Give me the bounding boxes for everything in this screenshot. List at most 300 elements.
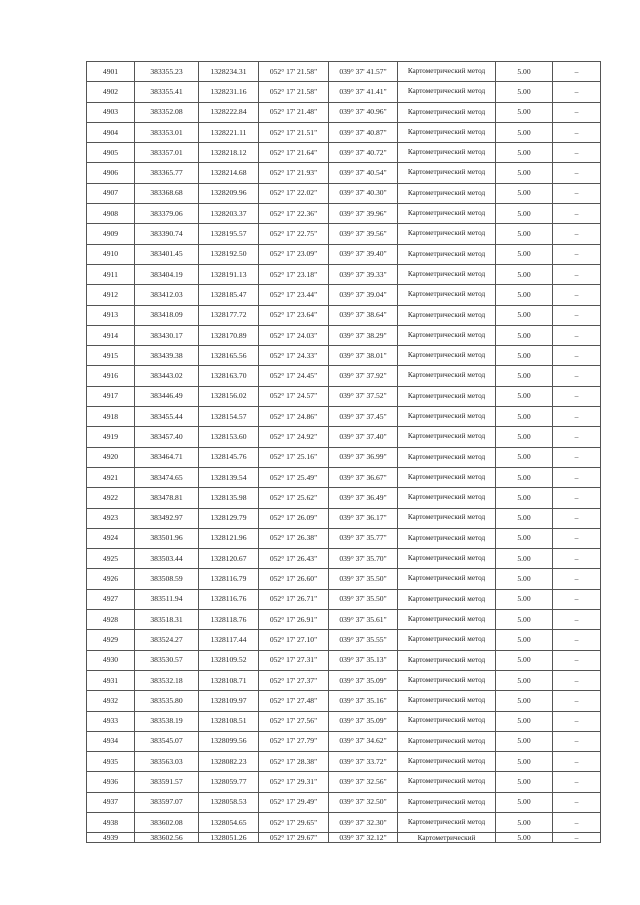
coord-x-cell: 383532.18 [135,670,199,690]
longitude-cell: 039° 37' 35.50" [329,589,398,609]
coord-x-cell: 383602.56 [135,833,199,843]
point-number-cell: 4902 [87,82,135,102]
accuracy-cell: 5.00 [496,447,553,467]
latitude-cell: 052° 17' 21.48" [259,102,329,122]
coord-x-cell: 383597.07 [135,792,199,812]
coord-x-cell: 383501.96 [135,528,199,548]
latitude-cell: 052° 17' 21.58" [259,62,329,82]
table-row [87,833,601,843]
point-number-cell: 4936 [87,772,135,792]
accuracy-cell: 5.00 [496,183,553,203]
note-cell: – [553,122,601,142]
note-cell: – [553,711,601,731]
coord-x-cell: 383508.59 [135,569,199,589]
accuracy-cell: 5.00 [496,325,553,345]
coord-x-cell: 383353.01 [135,122,199,142]
coord-y-cell: 1328234.31 [199,62,259,82]
coord-x-cell: 383401.45 [135,244,199,264]
latitude-cell: 052° 17' 27.10" [259,630,329,650]
longitude-cell: 039° 37' 37.92" [329,366,398,386]
point-number-cell: 4914 [87,325,135,345]
latitude-cell: 052° 17' 25.16" [259,447,329,467]
coord-y-cell: 1328195.57 [199,224,259,244]
point-number-cell: 4919 [87,427,135,447]
note-cell: – [553,244,601,264]
table-row [87,549,601,569]
table-row [87,610,601,630]
latitude-cell: 052° 17' 24.92" [259,427,329,447]
table-body [87,62,601,843]
longitude-cell: 039° 37' 40.87" [329,122,398,142]
accuracy-cell: 5.00 [496,143,553,163]
latitude-cell: 052° 17' 26.43" [259,549,329,569]
coord-x-cell: 383511.94 [135,589,199,609]
coord-y-cell: 1328203.37 [199,204,259,224]
point-number-cell: 4910 [87,244,135,264]
accuracy-cell: 5.00 [496,589,553,609]
accuracy-cell: 5.00 [496,264,553,284]
point-number-cell: 4905 [87,143,135,163]
point-number-cell: 4912 [87,285,135,305]
longitude-cell: 039° 37' 36.67" [329,467,398,487]
point-number-cell: 4935 [87,752,135,772]
method-cell: Картометрический метод [398,122,496,142]
latitude-cell: 052° 17' 24.57" [259,386,329,406]
method-cell: Картометрический метод [398,407,496,427]
coord-y-cell: 1328121.96 [199,528,259,548]
latitude-cell: 052° 17' 24.86" [259,407,329,427]
table-row [87,224,601,244]
table-row [87,528,601,548]
accuracy-cell: 5.00 [496,244,553,264]
latitude-cell: 052° 17' 26.71" [259,589,329,609]
note-cell: – [553,325,601,345]
latitude-cell: 052° 17' 26.09" [259,508,329,528]
latitude-cell: 052° 17' 23.64" [259,305,329,325]
coord-x-cell: 383404.19 [135,264,199,284]
accuracy-cell: 5.00 [496,833,553,843]
longitude-cell: 039° 37' 32.30" [329,812,398,832]
coord-x-cell: 383443.02 [135,366,199,386]
coord-x-cell: 383390.74 [135,224,199,244]
table-row [87,427,601,447]
coord-y-cell: 1328214.68 [199,163,259,183]
longitude-cell: 039° 37' 37.52" [329,386,398,406]
point-number-cell: 4904 [87,122,135,142]
coord-x-cell: 383492.97 [135,508,199,528]
point-number-cell: 4915 [87,346,135,366]
coord-x-cell: 383518.31 [135,610,199,630]
accuracy-cell: 5.00 [496,630,553,650]
note-cell: – [553,650,601,670]
accuracy-cell: 5.00 [496,285,553,305]
longitude-cell: 039° 37' 32.12" [329,833,398,843]
table-row [87,630,601,650]
method-cell: Картометрический метод [398,650,496,670]
point-number-cell: 4921 [87,467,135,487]
table-row [87,122,601,142]
accuracy-cell: 5.00 [496,812,553,832]
coord-x-cell: 383368.68 [135,183,199,203]
coord-x-cell: 383455.44 [135,407,199,427]
method-cell: Картометрический метод [398,691,496,711]
point-number-cell: 4908 [87,204,135,224]
note-cell: – [553,630,601,650]
longitude-cell: 039° 37' 35.77" [329,528,398,548]
coord-x-cell: 383478.81 [135,488,199,508]
point-number-cell: 4913 [87,305,135,325]
coord-y-cell: 1328192.50 [199,244,259,264]
note-cell: – [553,386,601,406]
coord-y-cell: 1328117.44 [199,630,259,650]
method-cell: Картометрический метод [398,386,496,406]
coord-y-cell: 1328231.16 [199,82,259,102]
longitude-cell: 039° 37' 32.56" [329,772,398,792]
coord-y-cell: 1328129.79 [199,508,259,528]
note-cell: – [553,731,601,751]
coord-x-cell: 383439.38 [135,346,199,366]
latitude-cell: 052° 17' 23.18" [259,264,329,284]
method-cell: Картометрический метод [398,62,496,82]
coord-x-cell: 383457.40 [135,427,199,447]
latitude-cell: 052° 17' 21.51" [259,122,329,142]
coord-y-cell: 1328139.54 [199,467,259,487]
table-row [87,447,601,467]
longitude-cell: 039° 37' 40.72" [329,143,398,163]
table-row [87,346,601,366]
note-cell: – [553,488,601,508]
latitude-cell: 052° 17' 29.49" [259,792,329,812]
coord-y-cell: 1328218.12 [199,143,259,163]
method-cell: Картометрический метод [398,549,496,569]
latitude-cell: 052° 17' 28.38" [259,752,329,772]
table-row [87,467,601,487]
point-number-cell: 4920 [87,447,135,467]
note-cell: – [553,752,601,772]
accuracy-cell: 5.00 [496,102,553,122]
coord-x-cell: 383545.07 [135,731,199,751]
latitude-cell: 052° 17' 27.79" [259,731,329,751]
latitude-cell: 052° 17' 24.45" [259,366,329,386]
note-cell: – [553,407,601,427]
note-cell: – [553,792,601,812]
point-number-cell: 4922 [87,488,135,508]
longitude-cell: 039° 37' 37.40" [329,427,398,447]
longitude-cell: 039° 37' 38.64" [329,305,398,325]
method-cell: Картометрический метод [398,346,496,366]
table-row [87,650,601,670]
method-cell: Картометрический метод [398,305,496,325]
point-number-cell: 4937 [87,792,135,812]
note-cell: – [553,508,601,528]
longitude-cell: 039° 37' 40.54" [329,163,398,183]
latitude-cell: 052° 17' 23.09" [259,244,329,264]
note-cell: – [553,346,601,366]
note-cell: – [553,569,601,589]
note-cell: – [553,183,601,203]
method-cell: Картометрический метод [398,488,496,508]
coord-y-cell: 1328120.67 [199,549,259,569]
note-cell: – [553,691,601,711]
coord-y-cell: 1328163.70 [199,366,259,386]
longitude-cell: 039° 37' 35.13" [329,650,398,670]
coord-y-cell: 1328118.76 [199,610,259,630]
note-cell: – [553,427,601,447]
point-number-cell: 4929 [87,630,135,650]
coord-y-cell: 1328051.26 [199,833,259,843]
method-cell: Картометрический метод [398,224,496,244]
table-row [87,285,601,305]
point-number-cell: 4923 [87,508,135,528]
accuracy-cell: 5.00 [496,366,553,386]
table-row [87,163,601,183]
coord-x-cell: 383430.17 [135,325,199,345]
method-cell: Картометрический метод [398,630,496,650]
note-cell: – [553,305,601,325]
coord-y-cell: 1328109.52 [199,650,259,670]
longitude-cell: 039° 37' 37.45" [329,407,398,427]
table-row [87,589,601,609]
point-number-cell: 4911 [87,264,135,284]
note-cell: – [553,62,601,82]
note-cell: – [553,224,601,244]
coord-y-cell: 1328082.23 [199,752,259,772]
coord-y-cell: 1328154.57 [199,407,259,427]
note-cell: – [553,670,601,690]
longitude-cell: 039° 37' 35.09" [329,670,398,690]
accuracy-cell: 5.00 [496,569,553,589]
note-cell: – [553,528,601,548]
method-cell: Картометрический метод [398,752,496,772]
coord-x-cell: 383365.77 [135,163,199,183]
method-cell: Картометрический метод [398,508,496,528]
method-cell: Картометрический метод [398,163,496,183]
accuracy-cell: 5.00 [496,82,553,102]
point-number-cell: 4933 [87,711,135,731]
method-cell: Картометрический метод [398,792,496,812]
longitude-cell: 039° 37' 32.50" [329,792,398,812]
note-cell: – [553,264,601,284]
coord-y-cell: 1328209.96 [199,183,259,203]
coord-x-cell: 383591.57 [135,772,199,792]
coord-y-cell: 1328191.13 [199,264,259,284]
coord-y-cell: 1328170.89 [199,325,259,345]
accuracy-cell: 5.00 [496,772,553,792]
note-cell: – [553,204,601,224]
point-number-cell: 4932 [87,691,135,711]
note-cell: – [553,82,601,102]
coord-x-cell: 383464.71 [135,447,199,467]
note-cell: – [553,467,601,487]
table-row [87,204,601,224]
note-cell: – [553,163,601,183]
table-row [87,305,601,325]
coord-y-cell: 1328135.98 [199,488,259,508]
latitude-cell: 052° 17' 25.49" [259,467,329,487]
table-row [87,183,601,203]
method-cell: Картометрический метод [398,528,496,548]
latitude-cell: 052° 17' 27.37" [259,670,329,690]
latitude-cell: 052° 17' 27.48" [259,691,329,711]
method-cell: Картометрический метод [398,427,496,447]
coord-y-cell: 1328221.11 [199,122,259,142]
coord-y-cell: 1328054.65 [199,812,259,832]
note-cell: – [553,102,601,122]
longitude-cell: 039° 37' 33.72" [329,752,398,772]
longitude-cell: 039° 37' 39.96" [329,204,398,224]
longitude-cell: 039° 37' 35.55" [329,630,398,650]
coord-x-cell: 383524.27 [135,630,199,650]
method-cell: Картометрический метод [398,143,496,163]
latitude-cell: 052° 17' 22.75" [259,224,329,244]
longitude-cell: 039° 37' 34.62" [329,731,398,751]
coord-x-cell: 383474.65 [135,467,199,487]
accuracy-cell: 5.00 [496,305,553,325]
accuracy-cell: 5.00 [496,731,553,751]
accuracy-cell: 5.00 [496,204,553,224]
table-row [87,752,601,772]
latitude-cell: 052° 17' 27.31" [259,650,329,670]
latitude-cell: 052° 17' 26.60" [259,569,329,589]
latitude-cell: 052° 17' 21.64" [259,143,329,163]
coord-y-cell: 1328156.02 [199,386,259,406]
latitude-cell: 052° 17' 26.38" [259,528,329,548]
note-cell: – [553,366,601,386]
table-row [87,711,601,731]
method-cell: Картометрический метод [398,264,496,284]
coord-x-cell: 383535.80 [135,691,199,711]
method-cell: Картометрический метод [398,812,496,832]
latitude-cell: 052° 17' 24.03" [259,325,329,345]
coord-y-cell: 1328116.79 [199,569,259,589]
accuracy-cell: 5.00 [496,386,553,406]
note-cell: – [553,447,601,467]
coord-x-cell: 383602.08 [135,812,199,832]
point-number-cell: 4925 [87,549,135,569]
note-cell: – [553,549,601,569]
point-number-cell: 4924 [87,528,135,548]
point-number-cell: 4926 [87,569,135,589]
accuracy-cell: 5.00 [496,670,553,690]
longitude-cell: 039° 37' 40.30" [329,183,398,203]
point-number-cell: 4939 [87,833,135,843]
longitude-cell: 039° 37' 38.29" [329,325,398,345]
method-cell: Картометрический [398,833,496,843]
coord-y-cell: 1328153.60 [199,427,259,447]
table-row [87,670,601,690]
longitude-cell: 039° 37' 35.09" [329,711,398,731]
method-cell: Картометрический метод [398,589,496,609]
accuracy-cell: 5.00 [496,711,553,731]
coord-y-cell: 1328177.72 [199,305,259,325]
point-number-cell: 4906 [87,163,135,183]
method-cell: Картометрический метод [398,670,496,690]
latitude-cell: 052° 17' 22.02" [259,183,329,203]
table-row [87,488,601,508]
accuracy-cell: 5.00 [496,549,553,569]
coord-x-cell: 383530.57 [135,650,199,670]
coord-x-cell: 383563.03 [135,752,199,772]
accuracy-cell: 5.00 [496,650,553,670]
point-number-cell: 4928 [87,610,135,630]
table-row [87,386,601,406]
accuracy-cell: 5.00 [496,224,553,244]
table-row [87,812,601,832]
accuracy-cell: 5.00 [496,610,553,630]
latitude-cell: 052° 17' 21.93" [259,163,329,183]
coord-y-cell: 1328222.84 [199,102,259,122]
latitude-cell: 052° 17' 27.56" [259,711,329,731]
longitude-cell: 039° 37' 40.96" [329,102,398,122]
table-row [87,792,601,812]
coord-y-cell: 1328059.77 [199,772,259,792]
latitude-cell: 052° 17' 24.33" [259,346,329,366]
method-cell: Картометрический метод [398,204,496,224]
coord-y-cell: 1328058.53 [199,792,259,812]
accuracy-cell: 5.00 [496,467,553,487]
coord-x-cell: 383503.44 [135,549,199,569]
coord-y-cell: 1328109.97 [199,691,259,711]
point-number-cell: 4901 [87,62,135,82]
coord-y-cell: 1328145.76 [199,447,259,467]
table-row [87,691,601,711]
table-row [87,143,601,163]
table-row [87,731,601,751]
method-cell: Картометрический метод [398,325,496,345]
method-cell: Картометрический метод [398,711,496,731]
accuracy-cell: 5.00 [496,752,553,772]
table-row [87,407,601,427]
method-cell: Картометрический метод [398,82,496,102]
table-row [87,772,601,792]
method-cell: Картометрический метод [398,610,496,630]
note-cell: – [553,285,601,305]
point-number-cell: 4934 [87,731,135,751]
coord-x-cell: 383355.41 [135,82,199,102]
longitude-cell: 039° 37' 39.33" [329,264,398,284]
method-cell: Картометрический метод [398,183,496,203]
accuracy-cell: 5.00 [496,691,553,711]
coord-y-cell: 1328099.56 [199,731,259,751]
accuracy-cell: 5.00 [496,407,553,427]
table-row [87,366,601,386]
point-number-cell: 4927 [87,589,135,609]
method-cell: Картометрический метод [398,569,496,589]
coord-y-cell: 1328108.71 [199,670,259,690]
point-number-cell: 4918 [87,407,135,427]
accuracy-cell: 5.00 [496,488,553,508]
note-cell: – [553,589,601,609]
longitude-cell: 039° 37' 35.50" [329,569,398,589]
latitude-cell: 052° 17' 29.67" [259,833,329,843]
point-number-cell: 4930 [87,650,135,670]
table-row [87,82,601,102]
note-cell: – [553,772,601,792]
method-cell: Картометрический метод [398,366,496,386]
table-row [87,569,601,589]
method-cell: Картометрический метод [398,285,496,305]
longitude-cell: 039° 37' 39.04" [329,285,398,305]
method-cell: Картометрический метод [398,244,496,264]
method-cell: Картометрический метод [398,731,496,751]
coord-x-cell: 383418.09 [135,305,199,325]
longitude-cell: 039° 37' 36.99" [329,447,398,467]
point-number-cell: 4909 [87,224,135,244]
table-row [87,62,601,82]
longitude-cell: 039° 37' 38.01" [329,346,398,366]
coord-y-cell: 1328165.56 [199,346,259,366]
longitude-cell: 039° 37' 39.40" [329,244,398,264]
